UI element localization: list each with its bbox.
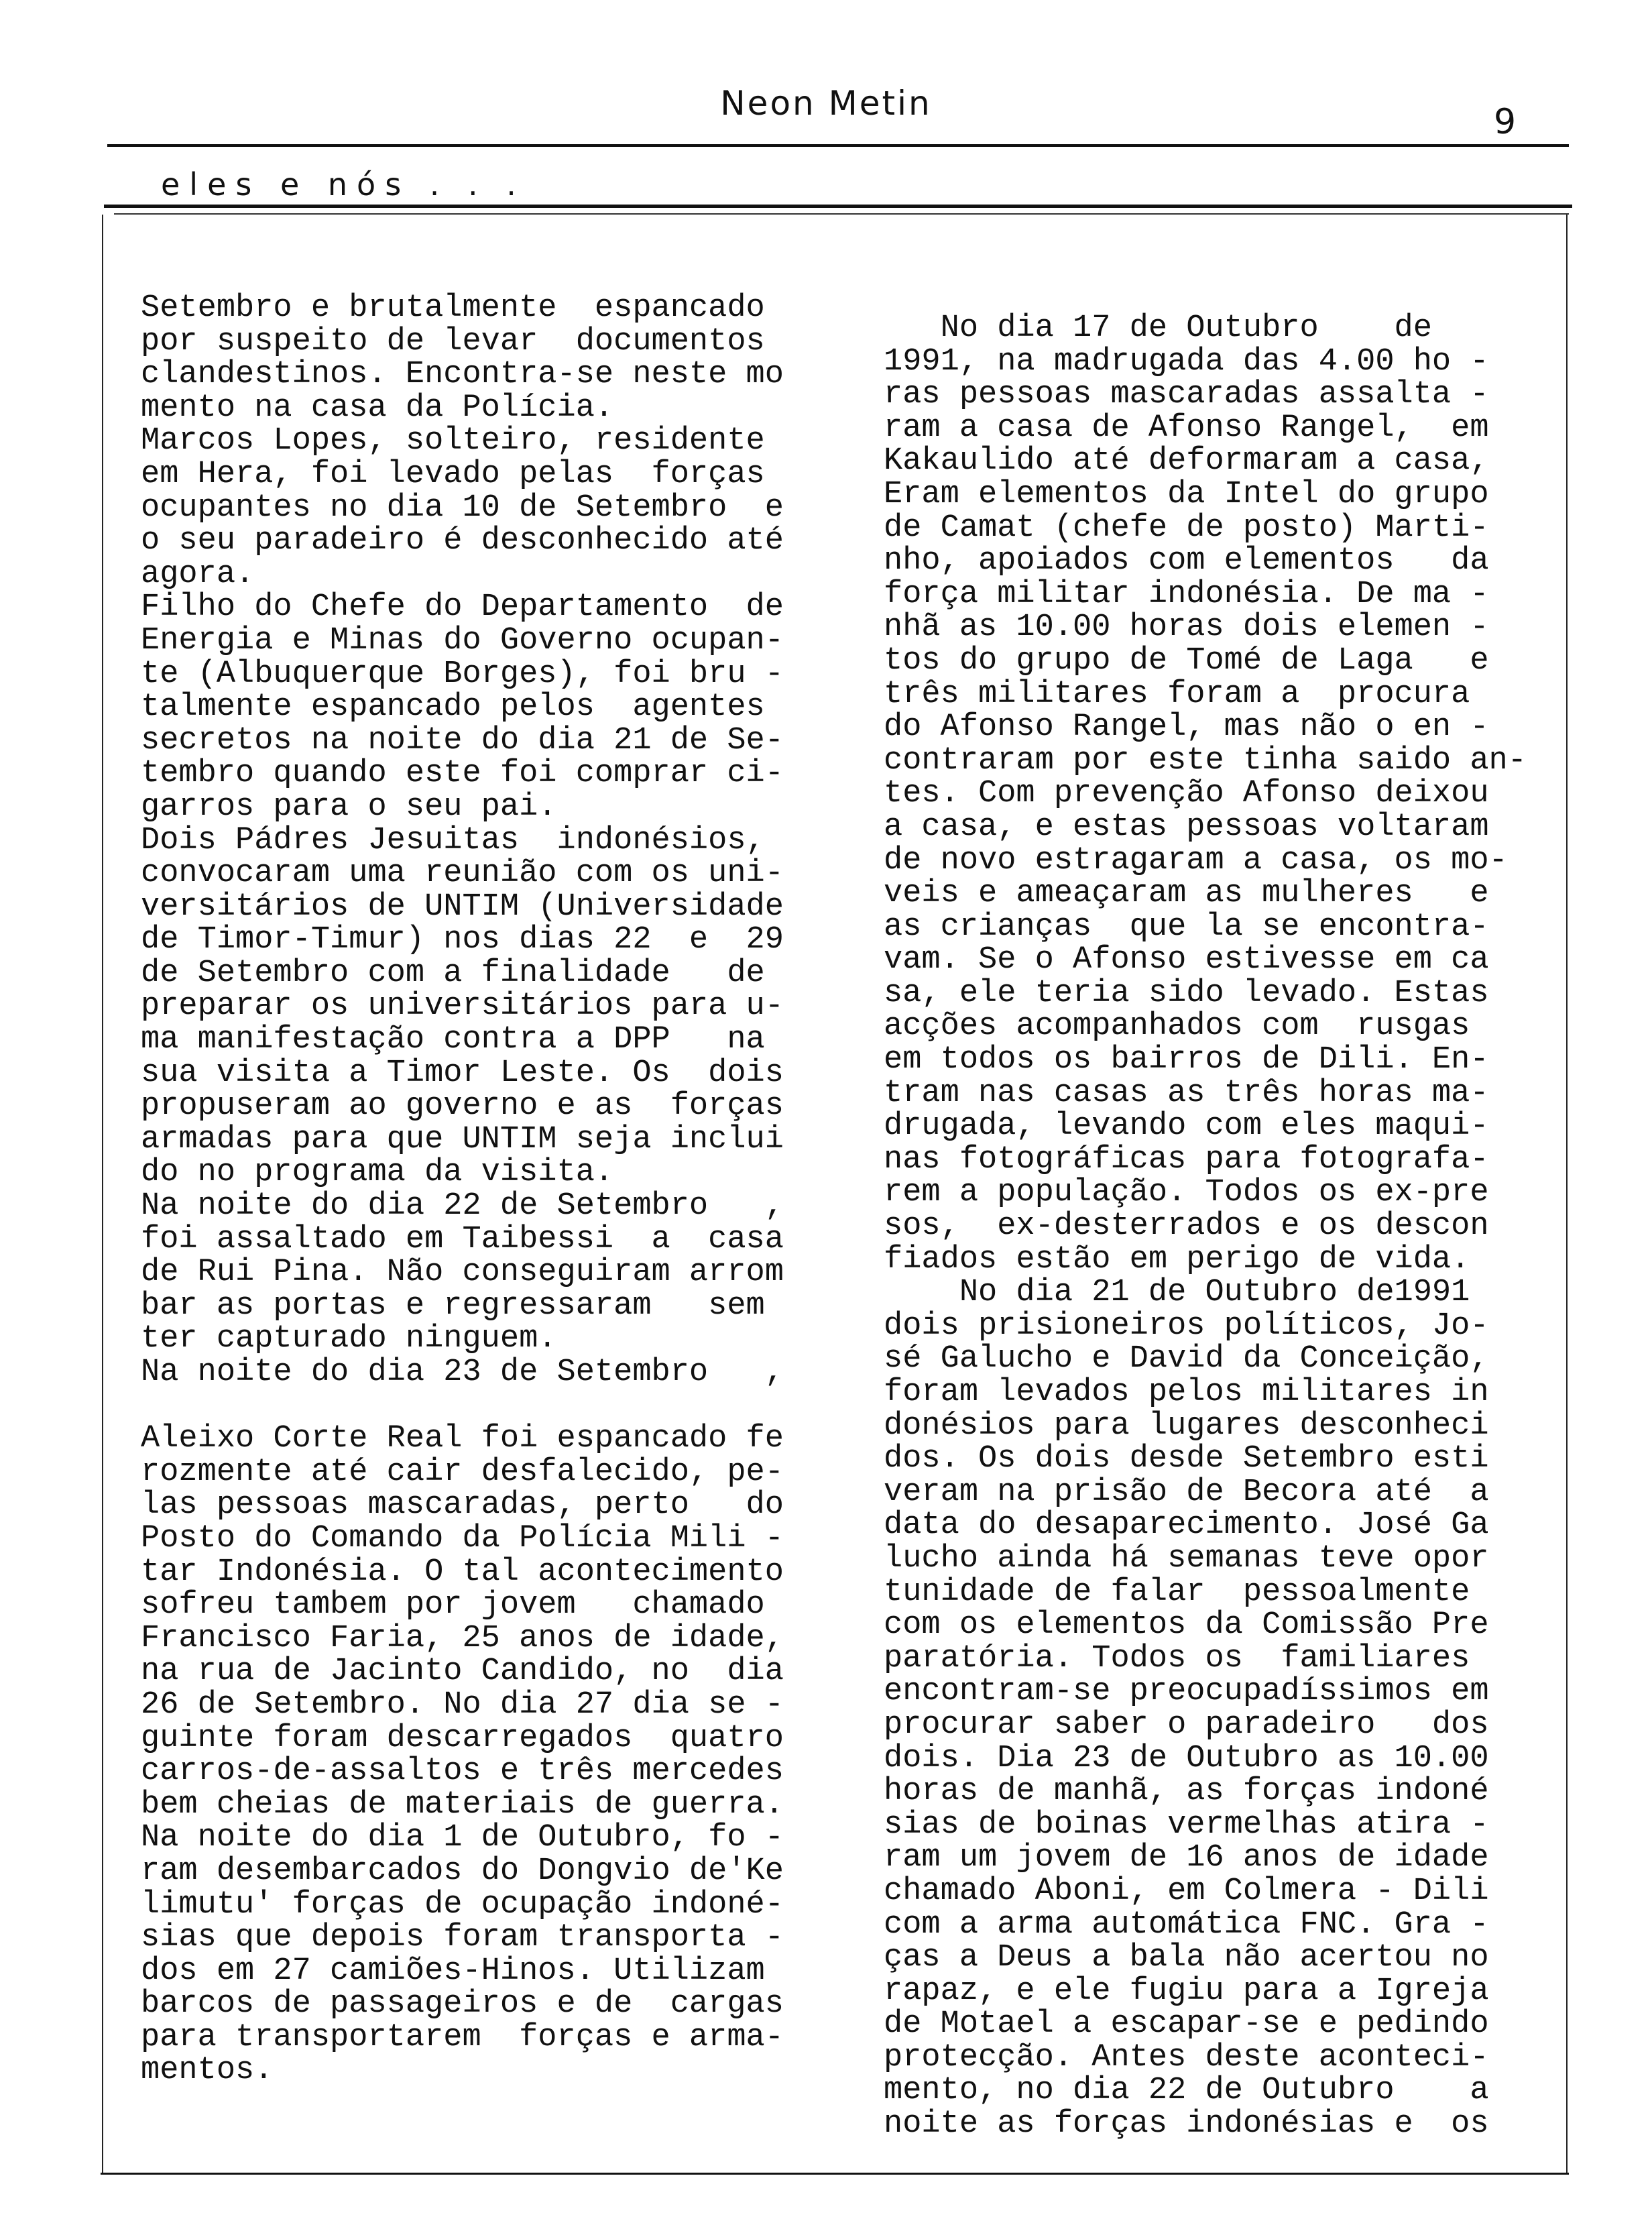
text-line: mento, no dia 22 de Outubro a: [884, 2073, 1489, 2109]
text-line: convocaram uma reunião com os uni-: [141, 856, 784, 892]
text-line: tembro quando este foi comprar ci-: [141, 756, 784, 792]
text-line: mento na casa da Polícia.: [141, 390, 614, 426]
text-line: data do desaparecimento. José Ga: [884, 1507, 1489, 1544]
text-line: Energia e Minas do Governo ocupan-: [141, 622, 784, 659]
text-line: o seu paradeiro é desconhecido até: [141, 523, 784, 559]
text-line: com a arma automática FNC. Gra -: [884, 1906, 1489, 1943]
text-line: em Hera, foi levado pelas forças: [141, 456, 765, 492]
text-line: 26 de Setembro. No dia 27 dia se -: [141, 1686, 784, 1723]
text-line: drugada, levando com eles maqui-: [884, 1108, 1489, 1145]
text-line: sofreu tambem por jovem chamado: [141, 1587, 765, 1623]
text-line: sua visita a Timor Leste. Os dois: [141, 1055, 784, 1091]
text-line: foi assaltado em Taibessi a casa: [141, 1221, 784, 1257]
text-line: Setembro e brutalmente espancado: [141, 290, 765, 326]
text-line: de Camat (chefe de posto) Marti-: [884, 510, 1489, 546]
text-line: preparar os universitários para u-: [141, 988, 784, 1025]
text-line: protecção. Antes deste aconteci-: [884, 2039, 1489, 2075]
text-line: acções acompanhados com rusgas: [884, 1009, 1470, 1045]
text-line: donésios para lugares desconheci: [884, 1408, 1489, 1444]
publication-title: Neon Metin: [720, 84, 932, 123]
text-line: a casa, e estas pessoas voltaram: [884, 809, 1489, 845]
text-line: rapaz, e ele fugiu para a Igreja: [884, 1973, 1489, 2009]
text-line: [141, 1389, 784, 1423]
text-line: de Rui Pina. Não conseguiram arrom: [141, 1255, 784, 1291]
page-number: 9: [1494, 102, 1517, 142]
text-line: Francisco Faria, 25 anos de idade,: [141, 1620, 784, 1656]
text-line: Filho do Chefe do Departamento de: [141, 589, 784, 626]
text-line: nas fotográficas para fotografa-: [884, 1141, 1489, 1178]
section-title: eles e nós . . .: [161, 166, 526, 203]
text-line: tes. Com prevenção Afonso deixou: [884, 776, 1489, 812]
text-line: de novo estragaram a casa, os mo-: [884, 842, 1508, 878]
text-line: sos, ex-desterrados e os descon: [884, 1208, 1489, 1245]
text-line: ter capturado ninguem.: [141, 1321, 557, 1357]
text-line: rem a população. Todos os ex-pre: [884, 1175, 1489, 1211]
text-line: ram a casa de Afonso Rangel, em: [884, 410, 1489, 446]
footer-rule: [101, 2173, 1569, 2175]
text-line: força militar indonésia. De ma -: [884, 576, 1489, 612]
text-line: guinte foram descarregados quatro: [141, 1720, 784, 1756]
text-line: lucho ainda há semanas teve opor: [884, 1540, 1489, 1577]
text-line: ram desembarcados do Dongvio de'Ke: [141, 1853, 784, 1889]
text-line: mentos.: [141, 2053, 274, 2089]
text-line: encontram-se preocupadíssimos em: [884, 1674, 1489, 1710]
text-line: as crianças que la se encontra-: [884, 909, 1489, 945]
text-line: bem cheias de materiais de guerra.: [141, 1786, 784, 1823]
section-rule: [104, 205, 1572, 208]
text-line: em todos os bairros de Dili. En-: [884, 1042, 1489, 1078]
text-line: contraram por este tinha saido an-: [884, 742, 1527, 779]
text-line: três militares foram a procura: [884, 676, 1470, 712]
text-line: ças a Deus a bala não acertou no: [884, 1940, 1489, 1976]
text-line: bar as portas e regressaram sem: [141, 1287, 765, 1324]
text-line: dois prisioneiros políticos, Jo-: [884, 1308, 1489, 1344]
left-column: [141, 292, 784, 2087]
text-line: do Afonso Rangel, mas não o en -: [884, 709, 1489, 746]
text-line: garros para o seu pai.: [141, 789, 557, 825]
text-line: ma manifestação contra a DPP na: [141, 1022, 765, 1058]
text-line: sa, ele teria sido levado. Estas: [884, 975, 1489, 1011]
text-line: Kakaulido até deformaram a casa,: [884, 443, 1489, 479]
text-line: foram levados pelos militares in: [884, 1375, 1489, 1410]
right-column: [884, 312, 1527, 2141]
text-line: de Motael a escapar-se e pedindo: [884, 2006, 1489, 2043]
text-line: ocupantes no dia 10 de Setembro e: [141, 490, 784, 526]
text-line: procurar saber o paradeiro dos: [884, 1707, 1489, 1743]
text-line: do no programa da visita.: [141, 1155, 614, 1191]
text-line: dois. Dia 23 de Outubro as 10.00: [884, 1740, 1489, 1776]
text-line: chamado Aboni, em Colmera - Dili: [884, 1873, 1489, 1909]
header-rule: [107, 144, 1569, 147]
text-line: veram na prisão de Becora até a: [884, 1474, 1489, 1510]
text-line: para transportarem forças e arma-: [141, 2019, 784, 2055]
text-line: Eram elementos da Intel do grupo: [884, 476, 1489, 512]
text-line: sé Galucho e David da Conceição,: [884, 1341, 1489, 1377]
text-line: Posto do Comando da Polícia Mili -: [141, 1520, 784, 1556]
text-line: tar Indonésia. O tal acontecimento: [141, 1554, 784, 1590]
text-line: Marcos Lopes, solteiro, residente: [141, 423, 765, 459]
text-line: paratória. Todos os familiares: [884, 1640, 1470, 1676]
text-line: No dia 21 de Outubro de1991: [884, 1275, 1470, 1311]
text-line: barcos de passageiros e de cargas: [141, 1986, 784, 2022]
text-line: horas de manhã, as forças indoné: [884, 1774, 1489, 1810]
text-line: dos. Os dois desde Setembro esti: [884, 1441, 1489, 1477]
text-line: sias que depois foram transporta -: [141, 1920, 784, 1956]
text-line: na rua de Jacinto Candido, no dia: [141, 1654, 784, 1690]
text-line: versitários de UNTIM (Universidade: [141, 889, 784, 925]
text-line: de Timor-Timur) nos dias 22 e 29: [141, 922, 784, 958]
text-line: fiados estão em perigo de vida.: [884, 1241, 1470, 1277]
text-line: Na noite do dia 23 de Setembro ,: [141, 1355, 784, 1390]
text-line: com os elementos da Comissão Pre: [884, 1607, 1489, 1644]
text-line: Na noite do dia 22 de Setembro ,: [141, 1188, 784, 1224]
text-line: limutu' forças de ocupação indoné-: [141, 1886, 784, 1923]
text-line: armadas para que UNTIM seja inclui: [141, 1121, 784, 1157]
text-line: noite as forças indonésias e os: [884, 2106, 1489, 2142]
text-line: Dois Pádres Jesuitas indonésios,: [141, 822, 765, 858]
text-line: tunidade de falar pessoalmente: [884, 1574, 1470, 1610]
text-line: tos do grupo de Tomé de Laga e: [884, 642, 1489, 679]
text-line: agora.: [141, 556, 255, 592]
text-line: sias de boinas vermelhas atira -: [884, 1807, 1489, 1843]
text-line: nhã as 10.00 horas dois elemen -: [884, 610, 1489, 646]
text-line: No dia 17 de Outubro de: [884, 310, 1432, 346]
text-line: Aleixo Corte Real foi espancado fe: [141, 1421, 784, 1457]
text-line: clandestinos. Encontra-se neste mo: [141, 357, 784, 393]
text-line: propuseram ao governo e as forças: [141, 1088, 784, 1125]
text-line: carros-de-assaltos e três mercedes: [141, 1754, 784, 1790]
text-line: dos em 27 camiões-Hinos. Utilizam: [141, 1953, 765, 1989]
text-line: vam. Se o Afonso estivesse em ca: [884, 942, 1489, 978]
text-line: talmente espancado pelos agentes: [141, 689, 765, 726]
text-line: de Setembro com a finalidade de: [141, 955, 765, 991]
text-line: tram nas casas as três horas ma-: [884, 1075, 1489, 1111]
text-line: ram um jovem de 16 anos de idade: [884, 1840, 1489, 1876]
text-line: ras pessoas mascaradas assalta -: [884, 377, 1489, 413]
text-line: secretos na noite do dia 21 de Se-: [141, 722, 784, 758]
text-line: te (Albuquerque Borges), foi bru -: [141, 656, 784, 692]
text-line: rozmente até cair desfalecido, pe-: [141, 1454, 784, 1490]
text-line: nho, apoiados com elementos da: [884, 543, 1489, 579]
text-line: 1991, na madrugada das 4.00 ho -: [884, 343, 1489, 380]
text-line: Na noite do dia 1 de Outubro, fo -: [141, 1820, 784, 1856]
text-line: veis e ameaçaram as mulheres e: [884, 876, 1489, 912]
text-line: las pessoas mascaradas, perto do: [141, 1487, 784, 1524]
text-line: por suspeito de levar documentos: [141, 323, 765, 359]
